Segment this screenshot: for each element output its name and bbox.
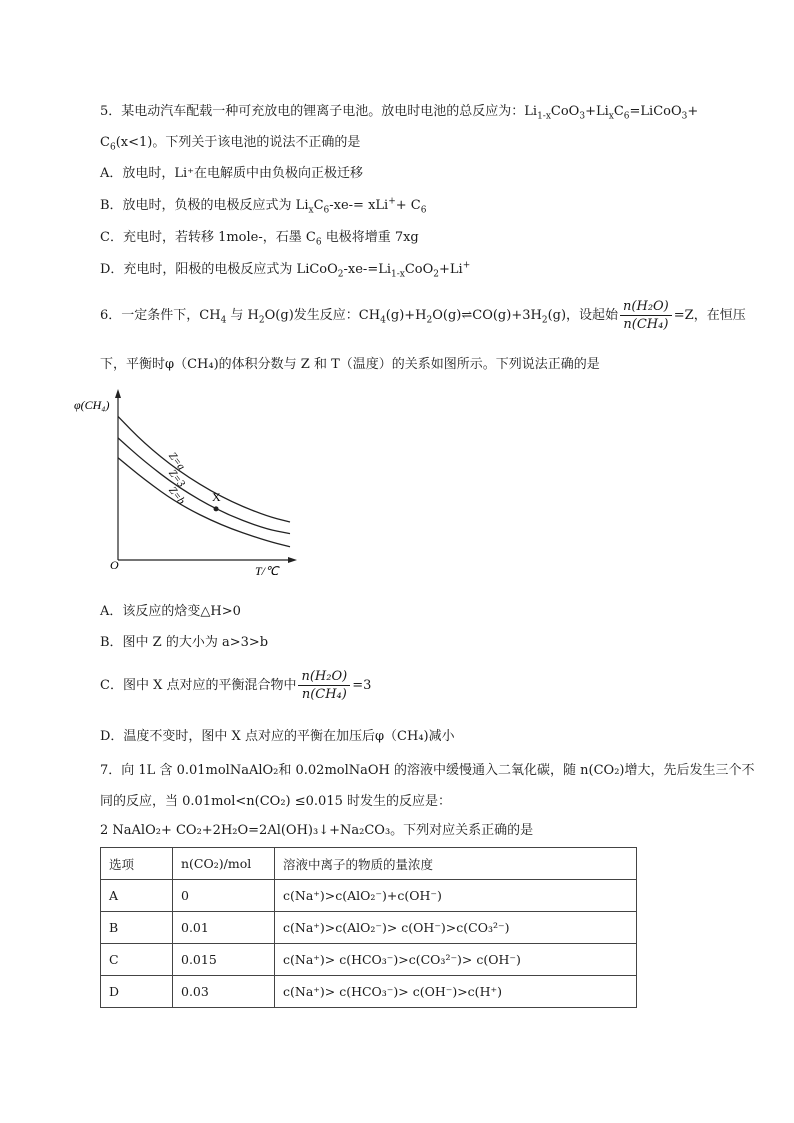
series-label-1: Z=a — [166, 450, 188, 473]
table-cell: c(Na⁺)>c(AlO₂⁻)+c(OH⁻) — [275, 880, 637, 912]
table-header-cell: 溶液中离子的物质的量浓度 — [275, 848, 637, 880]
point-x — [214, 506, 219, 511]
table-header-row — [101, 848, 637, 880]
q7-stem-line1: 7．向 1L 含 0.01molNaAlO₂和 0.02molNaOH 的溶液中缓慢通入二氧化碳，随 n(CO₂)增大，先后发生三个不 — [100, 763, 755, 778]
q5-option-d: D．充电时，阳极的电极反应式为 $LiCoO_2-xe-=Li_{1-x}CoO_2+Li^+$ — [100, 260, 471, 280]
q6-option-c-fraction: $\frac{\text{n(H₂O)}}{\text{n(CH₄)}}$ — [298, 668, 350, 703]
q5-option-b: B．放电时，负极的电极反应式为 $Li_xC_6-xe-= xLi^++ C_6$ — [100, 196, 427, 216]
table-cell: 0 — [173, 880, 275, 912]
series-label-2: Z=3 — [166, 467, 188, 490]
table-cell: A — [101, 880, 173, 912]
point-x-label: X — [212, 489, 221, 504]
table-cell: c(Na⁺)> c(HCO₃⁻)> c(OH⁻)>c(H⁺) — [275, 976, 637, 1008]
table-row — [101, 944, 637, 976]
origin-label: O — [110, 558, 119, 572]
q7-table — [100, 847, 637, 1008]
y-axis-label: φ(CH₄) — [74, 398, 110, 412]
series-line-2 — [118, 438, 290, 534]
table-row — [101, 880, 637, 912]
table-cell: 0.03 — [173, 976, 275, 1008]
table-header-cell: n(CO₂)/mol — [173, 848, 275, 880]
table-cell: c(Na⁺)> c(HCO₃⁻)>c(CO₃²⁻)> c(OH⁻) — [275, 944, 637, 976]
q5-option-c: C．充电时，若转移 1mole-，石墨 $C_6$ 电极将增重 7xg — [100, 230, 419, 248]
table-row — [101, 912, 637, 944]
table-cell: B — [101, 912, 173, 944]
y-axis-arrow — [115, 389, 121, 398]
table-cell: 0.01 — [173, 912, 275, 944]
table-cell: 0.015 — [173, 944, 275, 976]
q6-option-d: D．温度不变时，图中 X 点对应的平衡在加压后φ（CH₄)减小 — [100, 729, 455, 744]
series-line-1 — [118, 416, 290, 522]
x-axis-arrow — [288, 557, 297, 563]
table-cell: D — [101, 976, 173, 1008]
q5-option-a: A．放电时，Li⁺在电解质中由负极向正极迁移 — [100, 166, 364, 181]
q6-chart — [70, 385, 310, 575]
series-label-3: Z=b — [166, 484, 188, 507]
table-header-cell: 选项 — [101, 848, 173, 880]
q6-stem-line2: 下，平衡时φ（CH₄)的体积分数与 Z 和 T（温度）的关系如图所示。下列说法正确的是 — [100, 357, 600, 372]
table-row — [101, 976, 637, 1008]
q6-option-b: B．图中 Z 的大小为 a>3>b — [100, 635, 269, 650]
q7-stem-line3: 2 NaAlO₂+ CO₂+2H₂O=2Al(OH)₃↓+Na₂CO₃。下列对应关系正确的是 — [100, 823, 534, 838]
q6-option-a: A．该反应的焓变△H>0 — [100, 604, 241, 619]
table-cell: c(Na⁺)>c(AlO₂⁻)> c(OH⁻)>c(CO₃²⁻) — [275, 912, 637, 944]
q6-ratio-fraction: $\frac{\text{n(H₂O)}}{\text{n(CH₄)}}$ — [620, 298, 672, 333]
table-cell: C — [101, 944, 173, 976]
q5-stem-line2: $C_6(x<1)$。下列关于该电池的说法不正确的是 — [100, 135, 361, 153]
x-axis-label: T/℃ — [255, 564, 279, 575]
q7-stem-line2: 同的反应，当 0.01mol<n(CO₂) ≤0.015 时发生的反应是： — [100, 794, 451, 809]
q6-stem-line1: 6．一定条件下，$CH_4$ 与 $H_2O(g)$发生反应：$CH_4(g)+H_2O(g)\rightleftharpoons CO(g)+3H_2(g)$，设起始 $\frac{\text{n(H₂O)}}{\text{n(CH₄)}}$ =Z，在恒压 — [100, 299, 746, 332]
q6-option-c: C．图中 X 点对应的平衡混合物中 $\frac{\text{n(H₂O)}}{\text{n(CH₄)}}$ =3 — [100, 669, 372, 702]
q5-stem-line1: 5．某电动汽车配载一种可充放电的锂离子电池。放电时电池的总反应为：$Li_{1-x}CoO_3+Li_xC_6=LiCoO_3+$ — [100, 104, 699, 122]
